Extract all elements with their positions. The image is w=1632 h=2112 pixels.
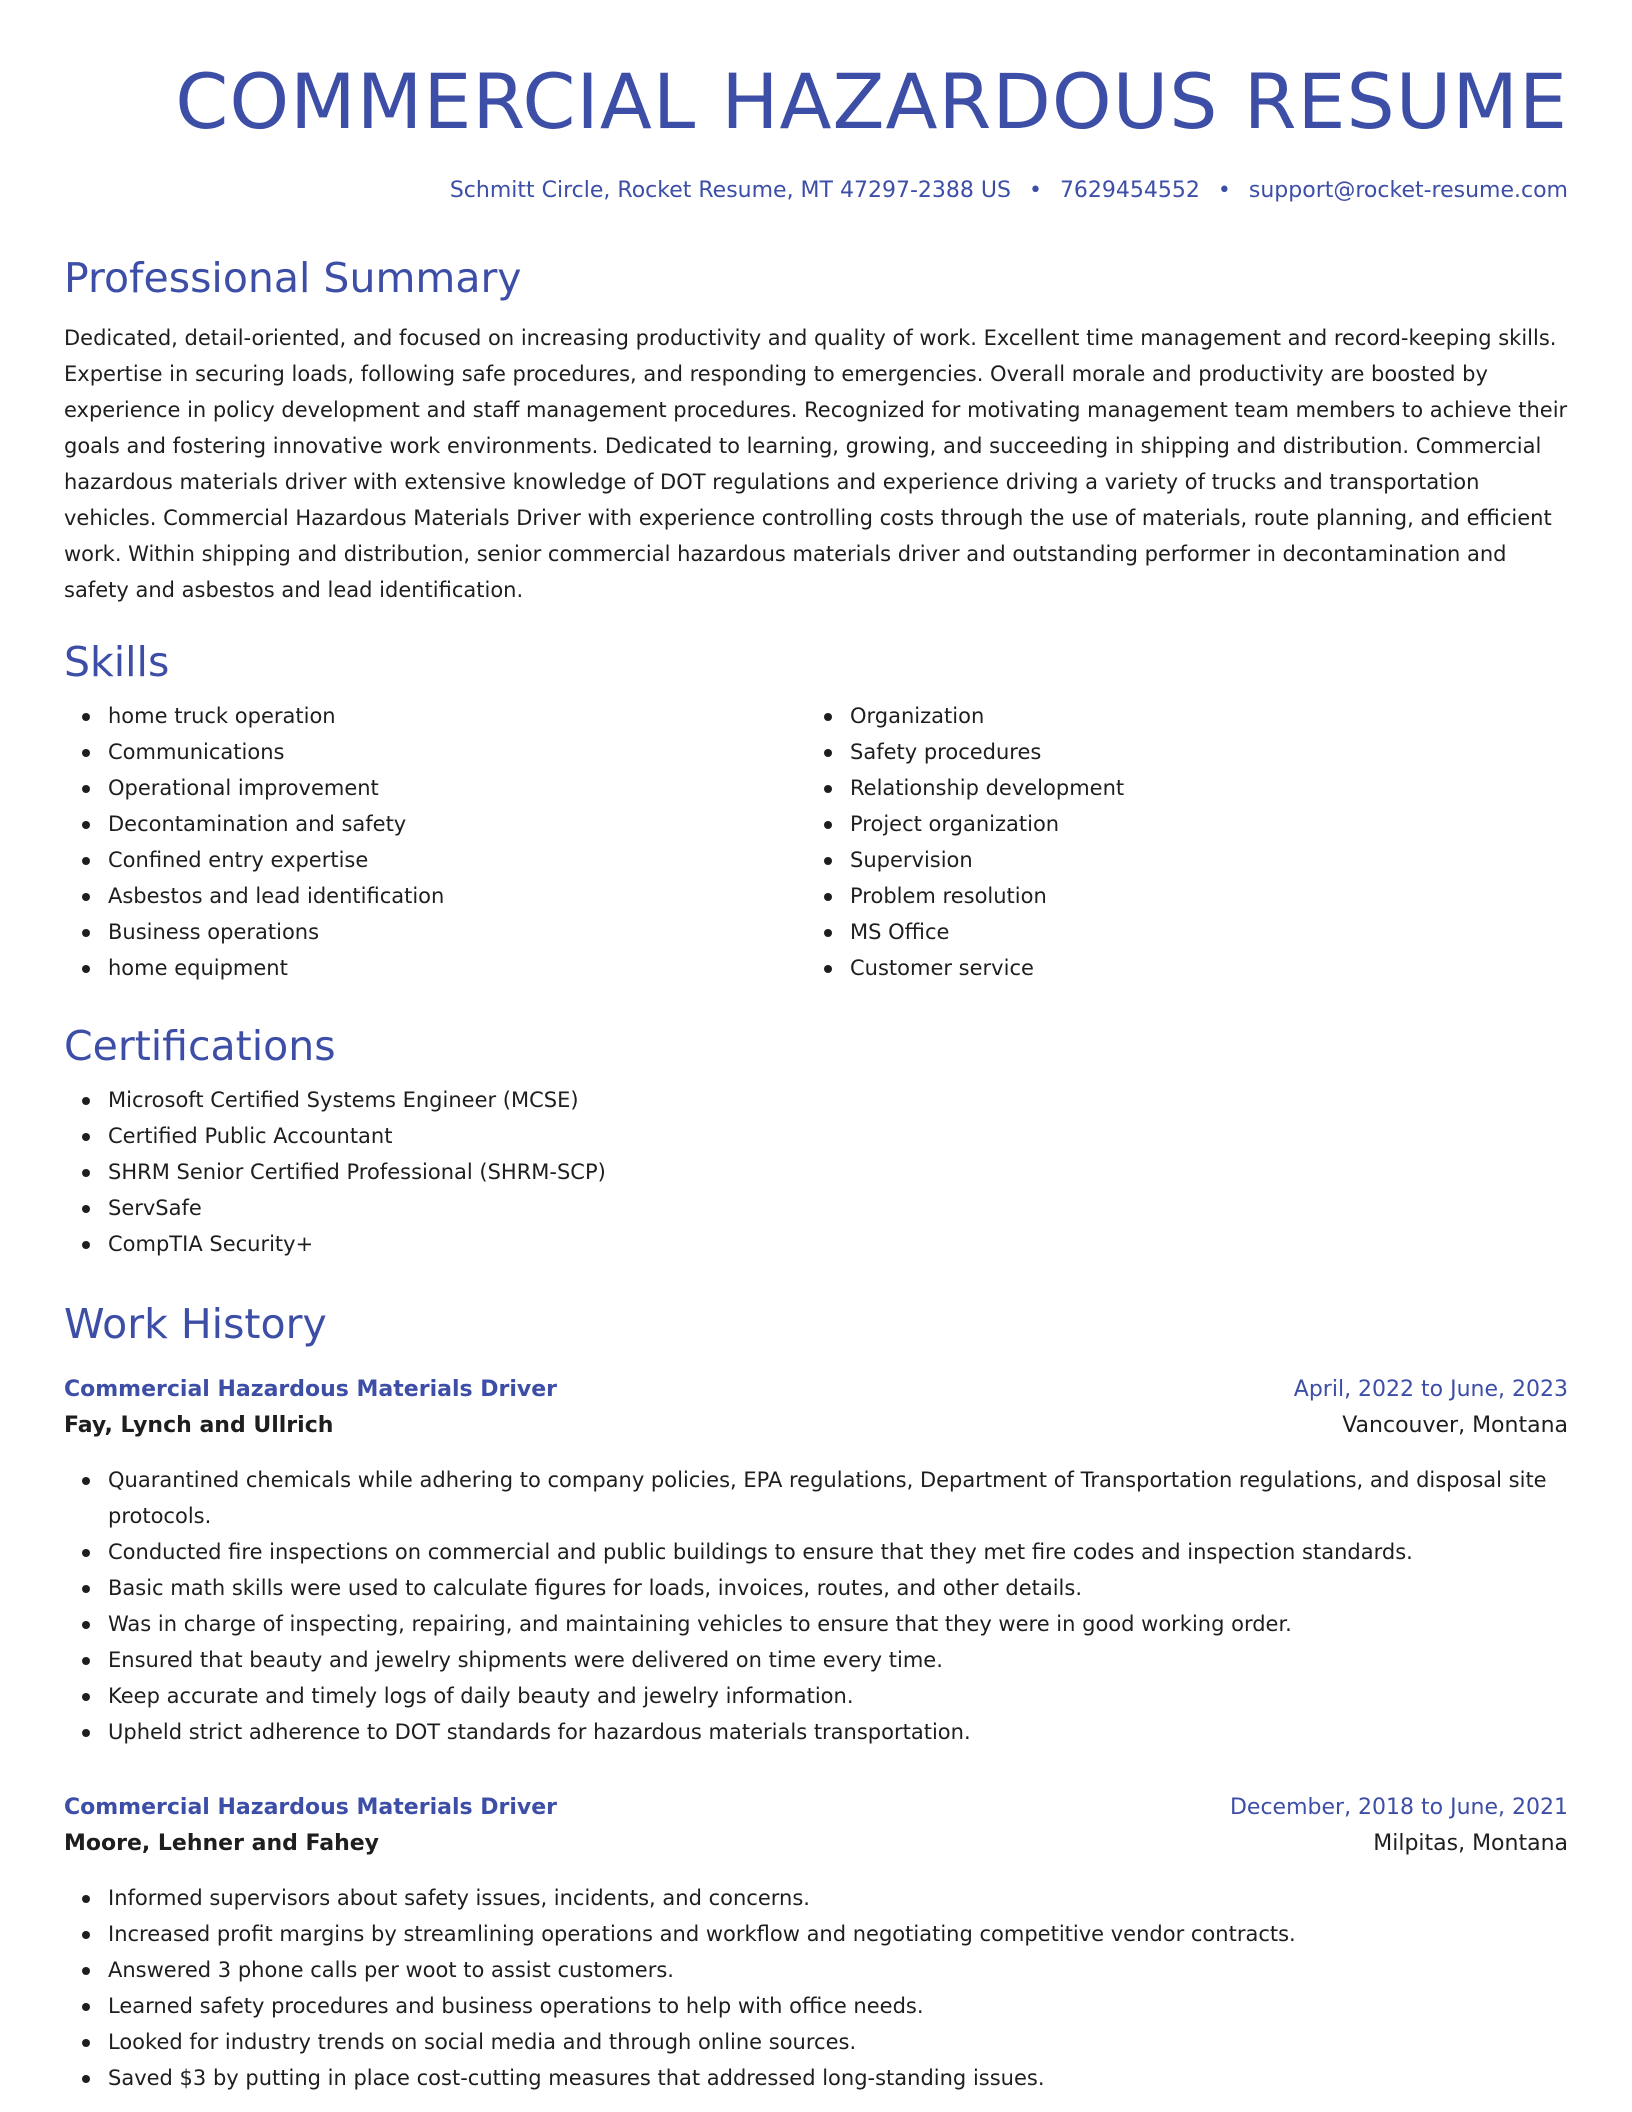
contact-email: support@rocket-resume.com — [1248, 178, 1568, 203]
skills-column-left — [64, 698, 806, 986]
resume-title: COMMERCIAL HAZARDOUS RESUME — [175, 57, 1568, 146]
skill-item: Organization — [806, 698, 1548, 734]
certification-item: CompTIA Security+ — [64, 1226, 1568, 1262]
skill-item: MS Office — [806, 914, 1548, 950]
contact-separator: • — [1217, 178, 1231, 203]
job-duty-item: Quarantined chemicals while adhering to company policies, EPA regulations, Department of Transportation regulations, and disposal site protocols. — [64, 1462, 1568, 1534]
job-company-row — [64, 1826, 1568, 1862]
skill-item: Communications — [64, 734, 806, 770]
job-duty-item: Looked for industry trends on social media and through online sources. — [64, 2024, 1568, 2060]
job-dates: April, 2022 to June, 2023 — [1293, 1377, 1568, 1402]
job-duty-item: Learned safety procedures and business operations to help with office needs. — [64, 1988, 1568, 2024]
skill-item: Business operations — [64, 914, 806, 950]
skill-item: Supervision — [806, 842, 1548, 878]
skill-item: Customer service — [806, 950, 1548, 986]
job-duty-item: Increased profit margins by streamlining operations and workflow and negotiating competitive vendor contracts. — [64, 1916, 1568, 1952]
certification-item: ServSafe — [64, 1190, 1568, 1226]
skill-item: Confined entry expertise — [64, 842, 806, 878]
skill-item: Relationship development — [806, 770, 1548, 806]
resume-page — [64, 0, 1568, 2096]
job-duty-item: Informed supervisors about safety issues, incidents, and concerns. — [64, 1880, 1568, 1916]
skills-list-left — [64, 698, 806, 986]
summary-heading: Professional Summary — [64, 254, 522, 302]
skills-column-right — [806, 698, 1548, 986]
contact-address: Schmitt Circle, Rocket Resume, MT 47297-2388 US — [449, 178, 1011, 203]
skill-item: home equipment — [64, 950, 806, 986]
job-duty-item: Basic math skills were used to calculate figures for loads, invoices, routes, and other details. — [64, 1570, 1568, 1606]
skills-list-right — [806, 698, 1548, 986]
skill-item: Decontamination and safety — [64, 806, 806, 842]
job-duty-item: Was in charge of inspecting, repairing, and maintaining vehicles to ensure that they were in good working order. — [64, 1606, 1568, 1642]
skill-item: home truck operation — [64, 698, 806, 734]
skill-item: Operational improvement — [64, 770, 806, 806]
contact-phone: 7629454552 — [1059, 178, 1200, 203]
job-location: Milpitas, Montana — [1373, 1831, 1568, 1856]
job-company: Fay, Lynch and Ullrich — [64, 1413, 334, 1438]
skill-item: Project organization — [806, 806, 1548, 842]
work-history-heading: Work History — [64, 1300, 327, 1348]
job-dates: December, 2018 to June, 2021 — [1229, 1795, 1568, 1820]
job-entry — [64, 1790, 1568, 2096]
contact-separator: • — [1028, 178, 1042, 203]
certification-item: Microsoft Certified Systems Engineer (MCSE) — [64, 1082, 1568, 1118]
job-title: Commercial Hazardous Materials Driver — [64, 1377, 558, 1402]
job-company: Moore, Lehner and Fahey — [64, 1831, 380, 1856]
job-duty-item: Conducted fire inspections on commercial and public buildings to ensure that they met fire codes and inspection standards. — [64, 1534, 1568, 1570]
job-duty-item: Ensured that beauty and jewelry shipments were delivered on time every time. — [64, 1642, 1568, 1678]
summary-text: Dedicated, detail-oriented, and focused on increasing productivity and quality of work. Excellent time management and record-keeping skills. Expertise in securing loads, following safe procedures, and responding to emergencies. Overall morale and productivity are boosted by experience in policy development and staff management procedures. Recognized for motivating management team members to achieve their goals and fostering innovative work environments. Dedicated to learning, growing, and succeeding in shipping and distribution. Commercial hazardous materials driver with extensive knowledge of DOT regulations and experience driving a variety of trucks and transportation vehicles. Commercial Hazardous Materials Driver with experience controlling costs through the use of materials, route planning, and efficient work. Within shipping and distribution, senior commercial hazardous materials driver and outstanding performer in decontamination and safety and asbestos and lead identification. — [64, 326, 1568, 602]
job-duties-list — [64, 1462, 1568, 1750]
certifications-list — [64, 1082, 1568, 1262]
certifications-heading: Certifications — [64, 1022, 336, 1070]
job-location: Vancouver, Montana — [1342, 1413, 1568, 1438]
job-duty-item: Answered 3 phone calls per woot to assist customers. — [64, 1952, 1568, 1988]
skill-item: Safety procedures — [806, 734, 1548, 770]
contact-line — [64, 176, 1568, 206]
skill-item: Asbestos and lead identification — [64, 878, 806, 914]
skills-grid — [64, 698, 1568, 986]
job-duty-item: Upheld strict adherence to DOT standards for hazardous materials transportation. — [64, 1714, 1568, 1750]
job-duty-item: Keep accurate and timely logs of daily beauty and jewelry information. — [64, 1678, 1568, 1714]
job-title: Commercial Hazardous Materials Driver — [64, 1795, 558, 1820]
job-entry — [64, 1372, 1568, 1750]
certification-item: Certified Public Accountant — [64, 1118, 1568, 1154]
skills-heading: Skills — [64, 638, 170, 686]
job-header-row — [64, 1790, 1568, 1826]
certification-item: SHRM Senior Certified Professional (SHRM-SCP) — [64, 1154, 1568, 1190]
job-duty-item: Saved $3 by putting in place cost-cutting measures that addressed long-standing issues. — [64, 2060, 1568, 2096]
job-company-row — [64, 1408, 1568, 1444]
skill-item: Problem resolution — [806, 878, 1548, 914]
job-duties-list — [64, 1880, 1568, 2096]
job-header-row — [64, 1372, 1568, 1408]
